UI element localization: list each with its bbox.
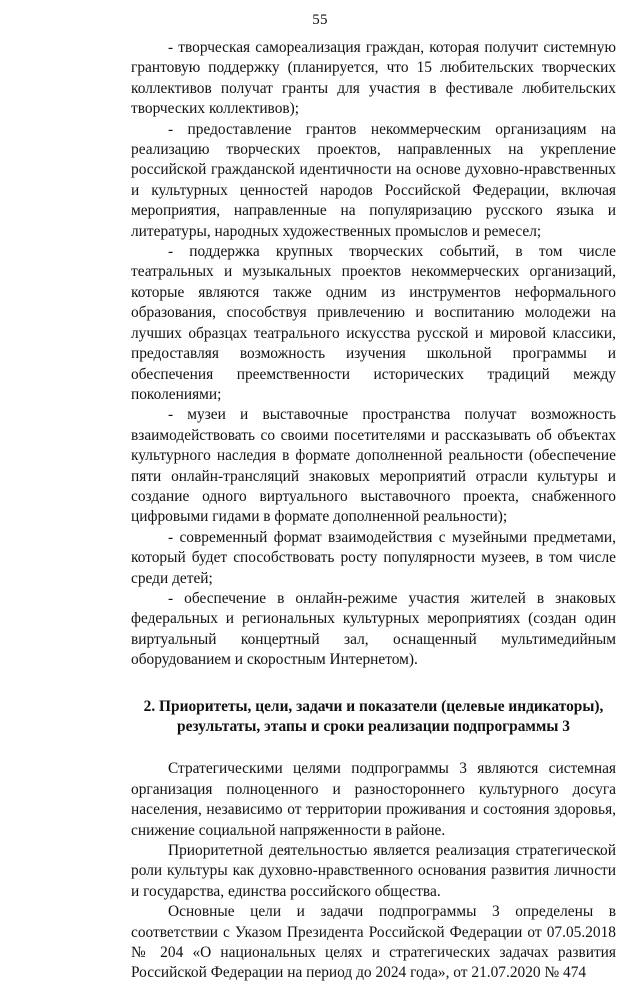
bullet-item: - музеи и выставочные пространства получат возможность взаимодействовать со своими посетителями и рассказывать об объектах культурного наследия в формате дополненной реальности (обеспечение пяти онлайн-трансляций знаковых мероприятий отрасли культуры и создание одного виртуального выставочного проекта, снабженного цифровыми гидами в формате дополненной реальности);	[131, 406, 616, 526]
body-paragraph: Приоритетной деятельностью является реализация стратегической роли культуры как духовно-нравственного основания развития личности и государства, единства российского общества.	[131, 842, 616, 900]
page-number: 55	[312, 12, 328, 28]
bullet-item: - творческая самореализация граждан, которая получит системную грантовую поддержку (планируется, что 15 любительских творческих коллективов получат гранты для участия в фестивале любительских творческих коллективов);	[131, 39, 616, 118]
body-paragraph: Стратегическими целями подпрограммы 3 являются системная организация полноценного и разностороннего культурного досуга населения, независимо от территории проживания и состояния здоровья, снижение социальной напряженности в районе.	[131, 760, 616, 839]
section-heading	[131, 697, 616, 738]
bullet-item: - поддержка крупных творческих событий, в том числе театральных и музыкальных проектов некоммерческих организаций, которые являются также одним из инструментов неформального образования, способствуя привлечению и воспитанию молодежи на лучших образцах театрального искусства русской и мировой классики, предоставляя возможность изучения школьной программы и обеспечения преемственности исторических традиций между поколениями;	[131, 243, 616, 403]
section-heading-line: 2. Приоритеты, цели, задачи и показатели (целевые индикаторы),	[143, 697, 604, 715]
body-paragraph: Основные цели и задачи подпрограммы 3 определены в соответствии с Указом Президента Российской Федерации от 07.05.2018 № 204 «О национальных целях и стратегических задачах развития Российской Федерации на период до 2024 года», от 21.07.2020 № 474	[131, 903, 616, 982]
bullet-item: - обеспечение в онлайн-режиме участия жителей в знаковых федеральных и региональных культурных мероприятиях (создан один виртуальный концертный зал, оснащенный мультимедийным оборудованием и скоростным Интернетом).	[131, 589, 616, 669]
page-body	[131, 38, 616, 984]
bullet-item: - предоставление грантов некоммерческим организациям на реализацию творческих проектов, направленных на укрепление российской гражданской идентичности на основе духовно-нравственных и культурных ценностей народов Российской Федерации, включая мероприятия, направленные на популяризацию русского языка и литературы, народных художественных промыслов и ремесел;	[131, 120, 616, 240]
section-heading-line: результаты, этапы и сроки реализации подпрограммы 3	[177, 718, 570, 735]
bullet-item: - современный формат взаимодействия с музейными предметами, который будет способствовать росту популярности музеев, в том числе среди детей;	[131, 528, 616, 587]
